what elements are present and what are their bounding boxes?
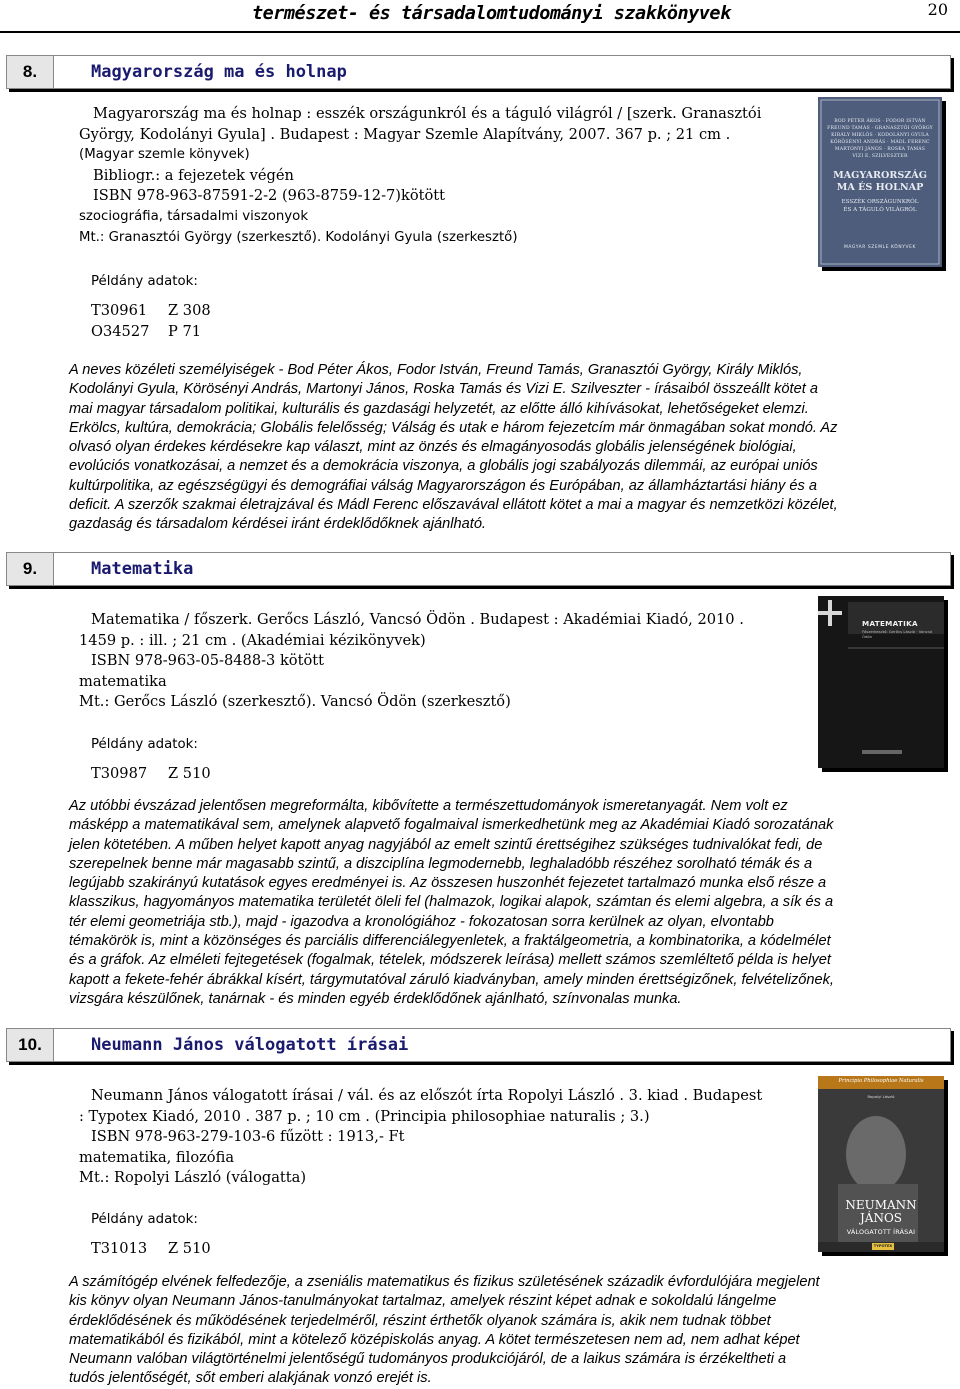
description-line: Erkölcs, kultúra, demokrácia; Globális felelősség; Válság és utak e három fejezetcím már önmagában sokat mondó. Az: [69, 419, 838, 436]
copy-id: T30961: [91, 302, 148, 319]
copy-data-9: [91, 734, 211, 784]
copy-row: [91, 763, 211, 784]
copy-row: [91, 321, 211, 342]
description-line: A számítógép elvének felfedezője, a zseniális matematikus és fizikus születésének századik évfordulójára megjelent: [69, 1274, 820, 1290]
description-line: A neves közéleti személyiségek - Bod Péter Ákos, Fodor István, Freund Tamás, Granasztói György, Király Miklós,: [69, 362, 803, 378]
cover-subtitle-line: ESSZÉK ORSZÁGUNKRÓL: [841, 199, 919, 205]
catalog-line: Neumann János válogatott írásai / vál. és az előszót írta Ropolyi László . 3. kiad . Budapest: [91, 1087, 763, 1104]
cover-subtitle: VÁLOGATOTT ÍRÁSAI: [846, 1228, 916, 1236]
copy-data-10: [91, 1209, 211, 1259]
description-line: klasszikus, hagyományos matematika területét öleli fel (halmazok, logikai alapok, számtan és elemi algebra, a sík és a: [69, 894, 834, 911]
catalog-line: Mt.: Gerőcs László (szerkesztő). Vancsó Ödön (szerkesztő): [79, 693, 511, 711]
header-rule: [0, 31, 960, 33]
catalog-line: ISBN 978-963-05-8488-3 kötött: [91, 652, 324, 670]
cover-author-line: KIRÁLY MIKLÓS · KODOLÁNYI GYULA: [831, 133, 929, 138]
cover-subtitle-line: ÉS A TÁGULÓ VILÁGRÓL: [843, 207, 917, 213]
book-cover-8: [818, 97, 942, 267]
cover-subtitle: Főszerkesztő: Gerőcs László · Vancsó Ödön: [862, 629, 933, 639]
description-line: témakörök is, mint a közönséges és parciális differenciálegyenletek, a fraktálgeometria, a kombinatorika, a kódelmélet: [69, 933, 831, 950]
copy-id: O34527: [91, 323, 150, 340]
copy-code: Z 510: [168, 765, 211, 782]
copy-id: T30987: [91, 765, 148, 782]
description-line: szerepelnek benne már magasabb szintű, a diszciplína legmodernebb, leghaladóbb részéhez sorolható témák és a: [69, 855, 813, 872]
header-title: természet- és társadalomtudományi szakkönyvek: [252, 3, 731, 24]
cover-author-line: BOD PÉTER ÁKOS · FODOR ISTVÁN: [834, 119, 926, 124]
cover-title-line: MA ÉS HOLNAP: [836, 182, 924, 193]
copy-row: [91, 300, 211, 321]
description-line: tudós jelentőségét, sőt emberi alakjának vonzó erejét is.: [69, 1370, 432, 1387]
description-line: vizsgára készülőnek, tanárnak - és minden egyéb érdeklődőnek ajánlható, színvonalas munka.: [69, 990, 682, 1007]
section-number: 9.: [7, 553, 54, 585]
description-line: deficit. A szerzők szakmai életrajzával és Mádl Ferenc előszavával ellátott kötet a mai a magyar és nemzetközi közélet,: [69, 497, 838, 514]
section-header-10: [6, 1028, 951, 1062]
description-line: Neumann valóban világtörténelmi jelentőségű tudományos produkciójáról, de a laikus számára is érzékeltheti a: [69, 1351, 787, 1368]
catalog-line: Mt.: Ropolyi László (válogatta): [79, 1169, 307, 1187]
catalog-line: Bibliogr.: a fejezetek végén: [93, 166, 294, 184]
plus-sign-bar: [818, 611, 842, 615]
catalog-line: szociográfia, társadalmi viszonyok: [79, 208, 309, 224]
catalog-line: (Magyar szemle könyvek): [79, 147, 250, 163]
cover-art: [818, 1076, 944, 1252]
catalog-line: matematika: [79, 672, 167, 690]
description-10: [69, 1273, 947, 1389]
copy-row: [91, 1238, 211, 1259]
description-9: [69, 797, 947, 1009]
description-line: és a gráfok. Az elméleti fejtegetések (fogalmak, tételek, módszerek leírása) mellett számos szemléltető példa is helyet: [69, 952, 831, 969]
description-line: matematikából és fizikából, mint a kötelező középiskolás anyag. A kötet természetesen nem ad, nem adhat képet: [69, 1331, 800, 1348]
book-cover-9: [818, 596, 944, 768]
cover-title-line: MAGYARORSZÁG: [833, 170, 927, 181]
catalog-line: ISBN 978-963-87591-2-2 (963-8759-12-7)kötött: [93, 187, 446, 205]
description-8: [69, 361, 947, 535]
section-title: Neumann János válogatott írásai: [91, 1035, 409, 1055]
catalog-line: György, Kodolányi Gyula] . Budapest : Magyar Szemle Alapítvány, 2007. 367 p. ; 21 cm .: [79, 125, 731, 143]
description-line: gazdaság és társadalom kérdései iránt érdeklődőknek ajánlható.: [69, 516, 486, 533]
book-cover-10: [818, 1076, 944, 1252]
catalog-line: matematika, filozófia: [79, 1148, 235, 1166]
description-line: kultúrpolitika, az egészségügyi és demográfiai válság Magyarországon és Európában, az államháztartási hiány és a: [69, 477, 817, 494]
portrait-icon: [846, 1116, 906, 1192]
section-number: 10.: [7, 1029, 54, 1061]
description-line: evolúciós vonatkozásai, a nemzet és a demokrácia viszonya, a globális jogi szabályozás dilemmái, az európai uniós: [69, 458, 818, 475]
section-number: 8.: [7, 56, 54, 88]
cover-subtitle: [818, 198, 942, 214]
cover-editor: Ropolyi László: [867, 1094, 895, 1099]
cover-title: [818, 1199, 944, 1225]
publisher-logo-icon: [862, 750, 902, 754]
cover-author-line: KÖRÖSÉNYI ANDRÁS · MÁDL FERENC: [830, 140, 930, 145]
description-line: jelen kötetében. A műben helyet kapott anyag nagyjából az emelt szintű érettségihez szükséges tudnivalókat fedi, de: [69, 836, 823, 853]
description-line: érdeklődésének és működésének terjedelméről, részint érthetők olyanok számára is, akik nem tudnak többet: [69, 1312, 771, 1329]
catalog-record-9: [79, 610, 744, 713]
description-line: másképp a matematikával sem, amelynek alapvető fogalmaival ismerkedhetünk meg az Akadémiai Kiadó sorozatának: [69, 817, 834, 834]
cover-author-line: VIZI E. SZILVESZTER: [852, 154, 908, 159]
description-line: Kodolányi Gyula, Körösényi András, Martonyi János, Roska Tamás és Vizi E. Szilveszter - írásaiból összeállt kötet a: [69, 381, 818, 398]
catalog-record-10: [79, 1086, 762, 1189]
cover-publisher: TYPOTEX: [873, 1244, 893, 1248]
section-title: Magyarország ma és holnap: [91, 62, 347, 82]
catalog-record-8: [79, 104, 761, 248]
cover-title: [818, 170, 942, 194]
copy-code: Z 510: [168, 1240, 211, 1257]
description-line: kis könyv olyan Neumann János-tanulmányokat tartalmaz, amelyek részint képet adnak e sokoldalú lángelme: [69, 1293, 777, 1310]
cover-title-line: NEUMANN: [845, 1198, 917, 1212]
description-line: Az utóbbi évszázad jelentősen megreformálta, kibővítette a természettudományok ismeretanyagát. Nem volt ez: [69, 798, 788, 814]
page-number: 20: [927, 0, 948, 19]
catalog-line: Matematika / főszerk. Gerőcs László, Vancsó Ödön . Budapest : Akadémiai Kiadó, 2010 .: [91, 611, 744, 628]
description-line: mai magyar társadalom politikai, kulturális és gazdasági helyzetét, az előtte álló kihívásokat, lehetőségeket elemzi.: [69, 400, 809, 417]
copies-label: Példány adatok:: [91, 737, 198, 752]
description-line: olvasó olyan érdekes kérdésekre kap választ, mint az önzés és elmagányosodás globális jelenségének biológiai,: [69, 439, 797, 456]
cover-title-line: JÁNOS: [859, 1211, 903, 1225]
copy-code: Z 308: [168, 302, 211, 319]
catalog-line: ISBN 978-963-279-103-6 fűzött : 1913,- Ft: [91, 1128, 405, 1146]
cover-publisher: MAGYAR SZEMLE KÖNYVEK: [844, 245, 916, 250]
copy-code: P 71: [168, 323, 202, 340]
copies-label: Példány adatok:: [91, 1212, 198, 1227]
cover-authors: [818, 118, 942, 160]
copies-label: Példány adatok:: [91, 274, 198, 289]
copy-data-8: [91, 271, 211, 342]
catalog-line: Magyarország ma és holnap : esszék országunkról és a táguló világról / [szerk. Granasztói: [93, 105, 762, 122]
cover-series: Principia Philosophiae Naturalis: [838, 1078, 924, 1084]
description-line: legújabb szakirányú kutatások egyes eredményei is. Az összesen huszonhét fejezetet tartalmazó munka első része a: [69, 875, 827, 892]
catalog-line: Mt.: Granasztói György (szerkesztő). Kodolányi Gyula (szerkesztő): [79, 229, 518, 245]
description-line: kapott a fekete-fehér ábrákkal kísért, tárgymutatóval záruló kiadványban, amely minden érettségizőnek, felvételizőnek,: [69, 971, 834, 988]
description-line: tér elemi geometriája stb.), majd - igazodva a kronológiához - fokozatosan sorra kerülnek az olyan, elvontabb: [69, 913, 774, 930]
catalog-line: : Typotex Kiadó, 2010 . 387 p. ; 10 cm . (Principia philosophiae naturalis ; 3.): [79, 1107, 650, 1125]
catalog-line: 1459 p. : ill. ; 21 cm . (Akadémiai kézikönyvek): [79, 631, 426, 649]
copy-id: T31013: [91, 1240, 148, 1257]
section-header-8: [6, 55, 951, 89]
cover-title: MATEMATIKA: [862, 619, 918, 628]
section-title: Matematika: [91, 559, 194, 579]
cover-author-line: MARTONYI JÁNOS · ROSKA TAMÁS: [834, 147, 926, 152]
section-header-9: [6, 552, 951, 586]
cover-author-line: FREUND TAMÁS · GRANASZTÓI GYÖRGY: [827, 126, 933, 131]
